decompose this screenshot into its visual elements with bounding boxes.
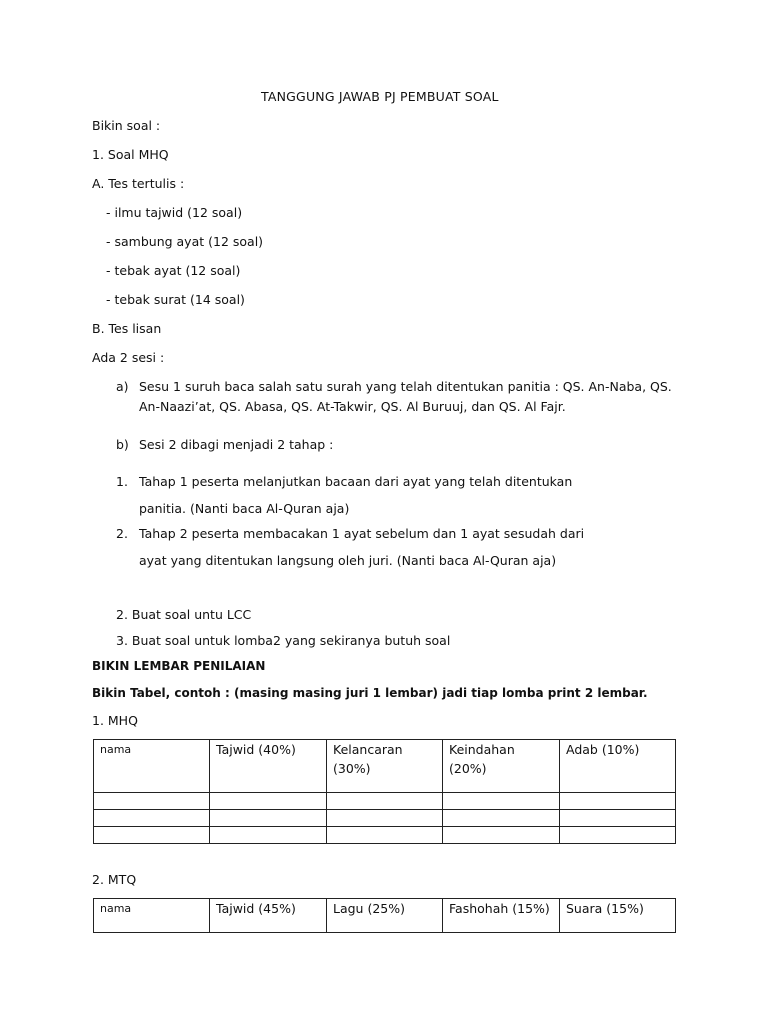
mtq-label: 2. MTQ xyxy=(92,872,137,887)
table-header-row xyxy=(94,740,676,793)
penilaian-heading: BIKIN LEMBAR PENILAIAN xyxy=(92,659,266,673)
table-header-cell: Keindahan (20%) xyxy=(443,740,560,793)
table-header-cell: Fashohah (15%) xyxy=(443,899,560,933)
table-header-cell: Tajwid (45%) xyxy=(210,899,327,933)
list-marker: a) xyxy=(116,379,129,394)
tahap-2-line1: Tahap 2 peserta membacakan 1 ayat sebelum dan 1 ayat sesudah dari xyxy=(139,526,585,541)
item-soal-mhq: 1. Soal MHQ xyxy=(92,147,169,162)
document-title: TANGGUNG JAWAB PJ PEMBUAT SOAL xyxy=(261,89,499,104)
list-marker: 2. xyxy=(116,526,128,541)
tertulis-item: - tebak surat (14 soal) xyxy=(106,292,245,307)
tertulis-item: - sambung ayat (12 soal) xyxy=(106,234,264,249)
table-header-cell: Tajwid (40%) xyxy=(210,740,327,793)
table-row xyxy=(94,810,676,827)
table-header-cell: nama xyxy=(94,899,210,933)
tertulis-item: - tebak ayat (12 soal) xyxy=(106,263,241,278)
item-soal-lomba: 3. Buat soal untuk lomba2 yang sekiranya butuh soal xyxy=(116,633,451,648)
table-header-cell: Kelancaran (30%) xyxy=(327,740,443,793)
table-header-row xyxy=(94,899,676,933)
sesi-1-text-line2: An-Naazi’at, QS. Abasa, QS. At-Takwir, QS. Al Buruuj, dan QS. Al Fajr. xyxy=(139,399,566,414)
mhq-table xyxy=(93,739,676,844)
mhq-label: 1. MHQ xyxy=(92,713,138,728)
table-row xyxy=(94,793,676,810)
tertulis-item: - ilmu tajwid (12 soal) xyxy=(106,205,243,220)
item-soal-lcc: 2. Buat soal untu LCC xyxy=(116,607,252,622)
sesi-1-text-line1: Sesu 1 suruh baca salah satu surah yang telah ditentukan panitia : QS. An-Naba, QS. xyxy=(139,379,672,394)
ada-sesi-label: Ada 2 sesi : xyxy=(92,350,165,365)
table-header-cell: Lagu (25%) xyxy=(327,899,443,933)
table-header-cell: nama xyxy=(94,740,210,793)
tahap-1-line2: panitia. (Nanti baca Al-Quran aja) xyxy=(139,501,350,516)
mtq-table xyxy=(93,898,676,933)
section-tes-tertulis: A. Tes tertulis : xyxy=(92,176,185,191)
list-marker: 1. xyxy=(116,474,128,489)
tahap-2-line2: ayat yang ditentukan langsung oleh juri. (Nanti baca Al-Quran aja) xyxy=(139,553,557,568)
sesi-2-text: Sesi 2 dibagi menjadi 2 tahap : xyxy=(139,437,334,452)
table-row xyxy=(94,827,676,844)
tabel-instruction: Bikin Tabel, contoh : (masing masing juri 1 lembar) jadi tiap lomba print 2 lembar. xyxy=(92,686,648,700)
tahap-1-line1: Tahap 1 peserta melanjutkan bacaan dari ayat yang telah ditentukan xyxy=(139,474,573,489)
table-header-cell: Suara (15%) xyxy=(560,899,676,933)
table-header-cell: Adab (10%) xyxy=(560,740,676,793)
bikin-soal-label: Bikin soal : xyxy=(92,118,161,133)
list-marker: b) xyxy=(116,437,129,452)
section-tes-lisan: B. Tes lisan xyxy=(92,321,162,336)
